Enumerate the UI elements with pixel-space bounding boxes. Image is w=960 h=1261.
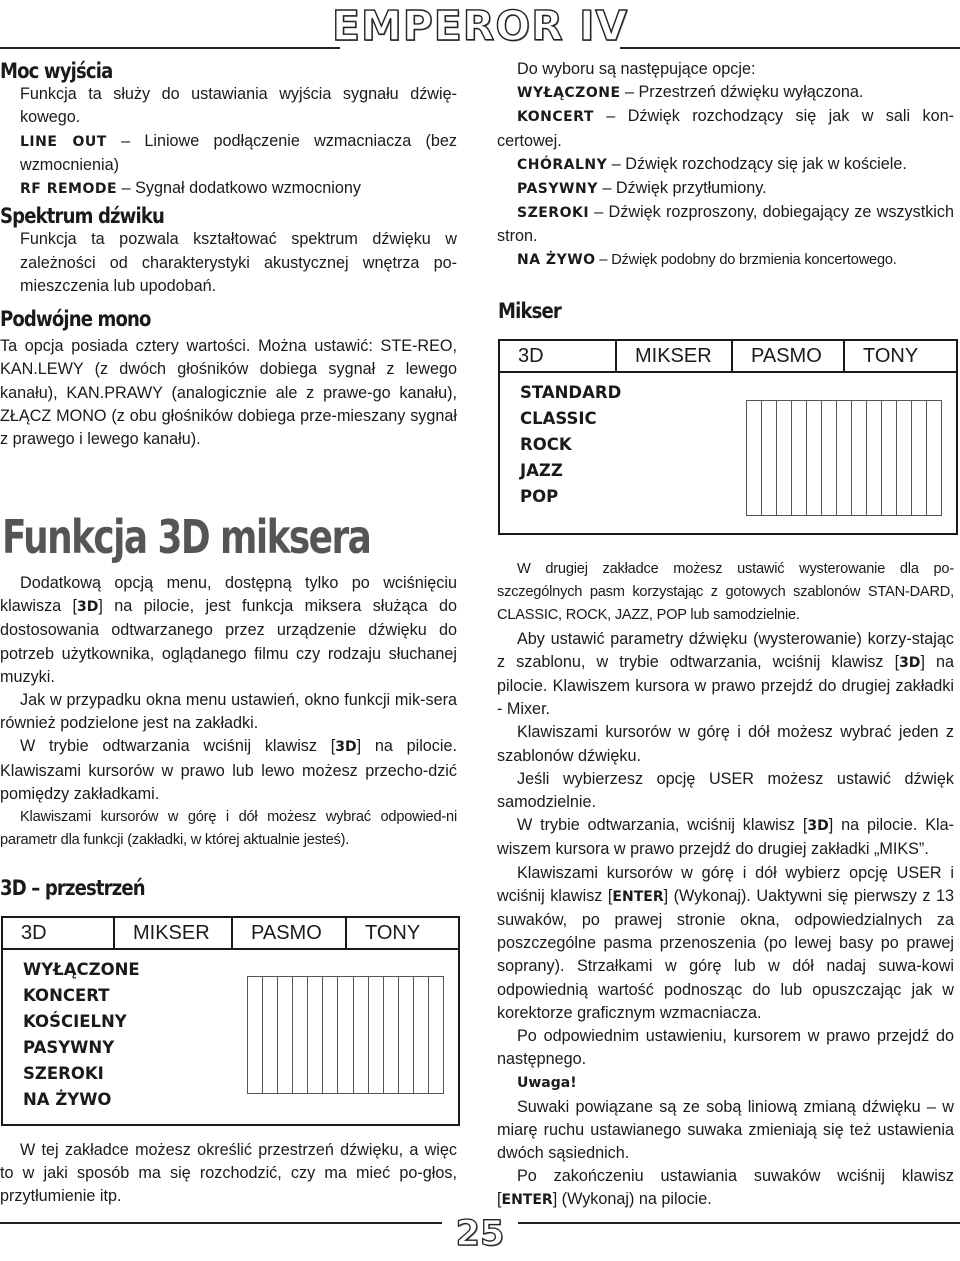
slider[interactable] — [322, 977, 337, 1093]
mikser-p7: Po odpowiednim ustawieniu, kursorem w prawo przejdź do następnego. — [497, 1027, 954, 1069]
key-enter: ENTER — [612, 888, 664, 905]
funkcja-p3-a: W trybie odtwarzania wciśnij klawisz [ — [20, 737, 336, 756]
opt-keyword: CHÓRALNY — [517, 156, 608, 173]
opt-keyword: PASYWNY — [517, 181, 598, 198]
tab-pasmo[interactable]: PASMO — [731, 341, 843, 371]
opt-text: – Przestrzeń dźwięku wyłączona. — [620, 83, 864, 102]
lineout-keyword: LINE OUT — [20, 133, 107, 150]
opt-keyword: WYŁĄCZONE — [517, 85, 621, 102]
slider[interactable] — [881, 401, 896, 515]
right-column-top — [497, 58, 954, 272]
slider[interactable] — [292, 977, 307, 1093]
opt-line — [497, 177, 954, 201]
opt-keyword: KONCERT — [517, 109, 594, 126]
slider[interactable] — [806, 401, 821, 515]
option-na-zywo[interactable]: NA ŻYWO — [23, 1090, 112, 1109]
tab-mikser[interactable]: MIKSER — [615, 341, 731, 371]
tab-tony[interactable]: TONY — [843, 341, 956, 371]
slider[interactable] — [911, 401, 926, 515]
opt-line — [497, 249, 954, 272]
mikser-p8: Suwaki powiązane są ze sobą liniową zmianą dźwięku – w miarę ruchu ustawianego suwaka zmieniają się też ustawienia dwóch sąsiednich. — [497, 1097, 954, 1163]
funkcja-text — [0, 572, 457, 852]
slider[interactable] — [383, 977, 398, 1093]
slider[interactable] — [368, 977, 383, 1093]
menu-options — [520, 380, 621, 510]
mikser-p6-a: Klawiszami kursorów w górę i dół wybierz opcję USER i wciśnij klawisz [ — [497, 863, 954, 905]
key-3d: 3D — [335, 739, 357, 756]
page-heading: Funkcja 3D miksera — [2, 510, 371, 564]
option-classic[interactable]: CLASSIC — [520, 409, 597, 428]
option-wylaczone[interactable]: WYŁĄCZONE — [23, 960, 140, 979]
mikser-p5-a: W trybie odtwarzania, wciśnij klawisz [ — [517, 816, 808, 835]
slider[interactable] — [866, 401, 881, 515]
rf-keyword: RF REMODE — [20, 181, 118, 198]
funkcja-p4: Klawiszami kursorów w górę i dół możesz wybrać odpowied-ni parametr dla funkcji (zakładki, w której aktualnie jesteś). — [0, 809, 457, 849]
mono-paragraph: Ta opcja posiada cztery wartości. Można ustawić: STE-REO, KAN.LEWY (z dwóch głośników dobiega sygnał z lewego kanału), KAN.PRAWY (analogicznie ale z prawe-go kanału), ZŁĄCZ MONO (z obu głośników dobiega prze-mieszany sygnał z prawego i lewego kanału). — [0, 337, 457, 449]
slider[interactable] — [761, 401, 776, 515]
przestrzen-paragraph: W tej zakładce możesz określić przestrzeń dźwięku, a więc to w jaki sposób ma się rozchodzić, czy ma mieć po-głos, przytłumienie itp. — [0, 1141, 457, 1206]
opt-line — [497, 81, 954, 105]
slider[interactable] — [262, 977, 277, 1093]
moc-paragraph: Funkcja ta służy do ustawiania wyjścia sygnału dźwię-kowego. — [20, 85, 457, 127]
slider[interactable] — [791, 401, 806, 515]
slider[interactable] — [776, 401, 791, 515]
key-enter: ENTER — [501, 1192, 553, 1209]
mikser-p2 — [497, 628, 954, 722]
mikser-p2-b: ] na pilocie. Klawiszem kursora w prawo przejdź do drugiej zakładki - Mixer. — [497, 652, 954, 719]
tab-tony[interactable]: TONY — [345, 918, 458, 948]
lineout-text: – Liniowe podłączenie wzmacniacza (bez wzmocnienia) — [20, 131, 457, 174]
przestrzen-text — [0, 1139, 457, 1209]
mikser-p9-a: Po zakończeniu ustawiania suwaków wciśnij klawisz [ — [497, 1167, 954, 1209]
slider[interactable] — [398, 977, 413, 1093]
option-pasywny[interactable]: PASYWNY — [23, 1038, 115, 1057]
slider-grid — [746, 400, 942, 516]
spektrum-paragraph: Funkcja ta pozwala kształtować spektrum dźwięku w zależności od charakterystyki akustycznej wnętrza po-mieszczenia lub upodobań. — [20, 230, 457, 295]
mikser-p2-a: Aby ustawić parametry dźwięku (wysterowanie) korzy-stając z szablonu, w trybie odtwarzania, wciśnij klawisz [ — [497, 629, 954, 671]
option-jazz[interactable]: JAZZ — [520, 461, 563, 480]
slider[interactable] — [353, 977, 368, 1093]
slider[interactable] — [896, 401, 911, 515]
menu-tabs — [500, 341, 956, 373]
key-3d: 3D — [77, 599, 99, 616]
warning-text: Uwaga! — [517, 1075, 577, 1092]
warning-label — [497, 1071, 954, 1095]
section-title-przestrzen: 3D – przestrzeń — [0, 876, 145, 900]
mikser-p3: Klawiszami kursorów w górę i dół możesz wybrać jeden z szablonów dźwięku. — [497, 723, 954, 765]
section-title-mono: Podwójne mono — [0, 307, 151, 332]
slider-grid — [247, 976, 444, 1094]
section-title-spektrum: Spektrum dźwiku — [0, 204, 164, 229]
tab-3d[interactable]: 3D — [21, 922, 47, 944]
slider[interactable] — [926, 401, 941, 515]
slider[interactable] — [413, 977, 428, 1093]
menu-options — [23, 957, 140, 1113]
funkcja-p3-b: ] na pilocie. Klawiszami kursorów w prawo lub lewo możesz przecho-dzić pomiędzy zakładkami. — [0, 737, 457, 803]
lineout-paragraph — [0, 130, 457, 177]
slider[interactable] — [248, 977, 262, 1093]
mikser-p4: Jeśli wybierzesz opcję USER możesz ustawić dźwięk samodzielnie. — [497, 769, 954, 812]
menu-box-mikser — [498, 339, 958, 535]
slider[interactable] — [428, 977, 443, 1093]
tab-pasmo[interactable]: PASMO — [231, 918, 345, 948]
rf-paragraph — [0, 177, 457, 201]
opt-line — [497, 105, 954, 152]
opt-text: – Dźwięk podobny do brzmienia koncertowego. — [595, 251, 897, 268]
slider[interactable] — [836, 401, 851, 515]
mikser-p5-b: ] na pilocie. Kla-wiszem kursora w prawo przejdź do drugiej zakładki „MIKS”. — [497, 816, 955, 859]
mikser-p1: W drugiej zakładce możesz ustawić wysterowanie dla po-szczególnych pasm korzystając z gotowych szablonów STAN-DARD, CLASSIC, ROCK, JAZZ, POP lub samodzielnie. — [497, 561, 954, 624]
opt-text: – Dźwięk rozproszony, dobiegający ze wszystkich stron. — [497, 203, 954, 246]
opt-text: – Dźwięk rozchodzący się jak w sali kon-certowej. — [497, 107, 954, 150]
brand-title: EMPEROR IV — [331, 2, 629, 50]
slider[interactable] — [821, 401, 836, 515]
funkcja-p1-b: ] na pilocie, jest funkcja miksera służąca do dostosowania odtwarzanego przez urządzenie dźwięku do potrzeb użytkownika, oglądanego filmu czy rodzaju słuchanej muzyki. — [0, 597, 457, 686]
key-3d: 3D — [899, 654, 921, 671]
option-rock[interactable]: ROCK — [520, 435, 572, 454]
key-3d: 3D — [807, 818, 829, 835]
opt-keyword: SZEROKI — [517, 205, 590, 222]
option-pop[interactable]: POP — [520, 487, 559, 506]
slider[interactable] — [747, 401, 761, 515]
opt-keyword: NA ŻYWO — [517, 251, 596, 268]
tab-mikser[interactable]: MIKSER — [113, 918, 231, 948]
section-title-mikser: Mikser — [498, 299, 561, 323]
menu-box-przestrzen — [1, 916, 460, 1126]
slider[interactable] — [337, 977, 352, 1093]
mikser-p9-b: ] (Wykonaj) na pilocie. — [552, 1190, 712, 1209]
left-column — [0, 60, 457, 451]
funkcja-p1-a: Dodatkową opcją menu, dostępną tylko po wciśnięciu klawisza [ — [0, 574, 457, 616]
slider[interactable] — [277, 977, 292, 1093]
section-title-moc: Moc wyjścia — [0, 59, 113, 83]
option-szeroki[interactable]: SZEROKI — [23, 1064, 104, 1083]
opt-text: – Dźwięk rozchodzący się jak w kościele. — [607, 154, 907, 173]
menu-tabs — [3, 918, 458, 950]
opt-line — [497, 153, 954, 177]
mikser-p5 — [497, 814, 954, 861]
option-koncert[interactable]: KONCERT — [23, 986, 110, 1005]
option-standard[interactable]: STANDARD — [520, 383, 622, 402]
mikser-p9 — [497, 1165, 954, 1212]
funkcja-p2: Jak w przypadku okna menu ustawień, okno funkcji mik-sera również podzielone jest na zakładki. — [0, 691, 457, 733]
slider[interactable] — [851, 401, 866, 515]
mikser-p6-b: ] (Wykonaj). Uaktywni się pierwszy z 13 suwaków, po prawej stronie okna, odpowiedzialnych za poszczególne pasma przenoszenia (po lewej basy po prawej soprany). Strzałkami w górę lub w dół nadaj suwa-kowi odpowiednią wartość podnosząc do lub opuszczając jak w korektorze graficznym wzmacniacza. — [497, 886, 954, 1022]
funkcja-p1 — [0, 572, 457, 689]
slider[interactable] — [307, 977, 322, 1093]
mikser-p6 — [497, 862, 954, 1025]
funkcja-p3 — [0, 735, 457, 806]
page-number: 25 — [455, 1214, 505, 1254]
tab-3d[interactable]: 3D — [518, 345, 544, 367]
options-intro: Do wyboru są następujące opcje: — [517, 60, 756, 78]
right-column-bottom — [497, 558, 954, 1213]
opt-line — [497, 201, 954, 248]
rf-text: – Sygnał dodatkowo wzmocniony — [117, 179, 361, 198]
opt-text: – Dźwięk przytłumiony. — [597, 179, 767, 198]
option-koscielny[interactable]: KOŚCIELNY — [23, 1012, 127, 1031]
